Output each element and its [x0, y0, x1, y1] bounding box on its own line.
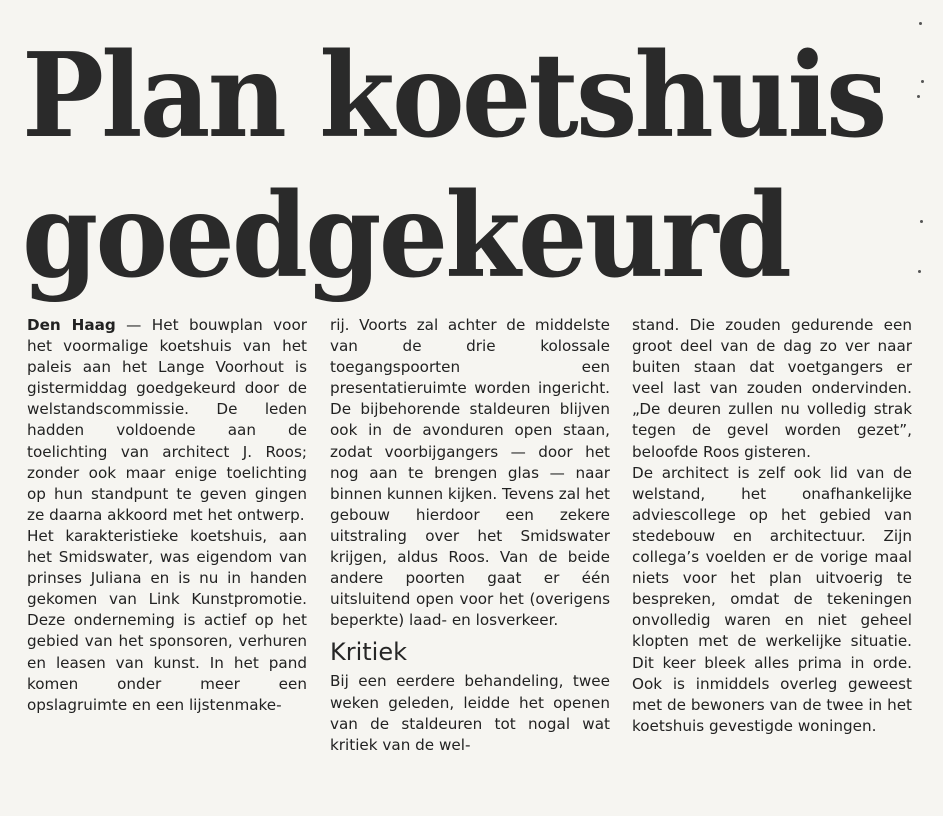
speck: [917, 95, 920, 98]
paragraph-text: — Het bouwplan voor het voormalige koetshuis van het paleis aan het Lange Voorhout is gistermiddag goedgekeurd door de welstandscommissie. De leden hadden voldoende aan de toelichting van architect J. Roos; zonder ook maar enige toelichting op hun standpunt te geven gingen ze daarna akkoord met het ontwerp.: [27, 316, 307, 524]
headline: [22, 26, 885, 306]
scan-specks: [915, 20, 925, 280]
speck: [918, 270, 921, 273]
paragraph: De architect is zelf ook lid van de welstand, het onafhankelijke adviescollege op het gebied van stedebouw en architectuur. Zijn collega’s voelden er de vorige maal niets voor het plan uitvoerig te bespreken, omdat de tekeningen onvolledig waren en niet geheel klopten met de werkelijke situatie. Dit keer bleek alles prima in orde. Ook is inmiddels overleg geweest met de bewoners van de twee in het koetshuis gevestigde woningen.: [632, 463, 912, 735]
dateline: Den Haag: [27, 316, 116, 334]
paragraph: stand. Die zouden gedurende een groot deel van de dag zo ver naar buiten staan dat voetgangers er veel last van zouden ondervinden. „De deuren zullen nu volledig strak tegen de gevel worden gezet”, beloofde Roos gisteren.: [632, 316, 912, 461]
article-column-2: [330, 315, 610, 756]
headline-line-1: Plan koetshuis: [22, 28, 885, 164]
headline-line-2: goedgekeurd: [22, 168, 790, 304]
speck: [921, 80, 924, 83]
speck: [920, 220, 923, 223]
paragraph: [27, 315, 307, 526]
speck: [919, 22, 922, 25]
article-column-1: [27, 315, 307, 716]
paragraph: rij. Voorts zal achter de middelste van de drie kolossale toegangspoorten een presentatieruimte worden ingericht. De bijbehorende staldeuren blijven ook in de avonduren open staan, zodat voorbijgangers — door het nog aan te brengen glas — naar binnen kunnen kijken. Tevens zal het gebouw hierdoor een zekere uitstraling over het Smidswater krijgen, aldus Roos. Van de beide andere poorten gaat er één uitsluitend open voor het (overigens beperkte) laad- en losverkeer.: [330, 316, 611, 630]
paragraph: Bij een eerdere behandeling, twee weken geleden, leidde het openen van de staldeuren tot nogal wat kritiek van de wel-: [330, 672, 610, 754]
paragraph: Het karakteristieke koetshuis, aan het Smidswater, was eigendom van prinses Juliana en is nu in handen gekomen van Link Kunstpromotie. Deze onderneming is actief op het gebied van het sponsoren, verhuren en leasen van kunst. In het pand komen onder meer een opslagruimte en een lijstenmake-: [27, 526, 307, 714]
article-column-3: [632, 315, 912, 737]
subheading: Kritiek: [330, 638, 408, 667]
